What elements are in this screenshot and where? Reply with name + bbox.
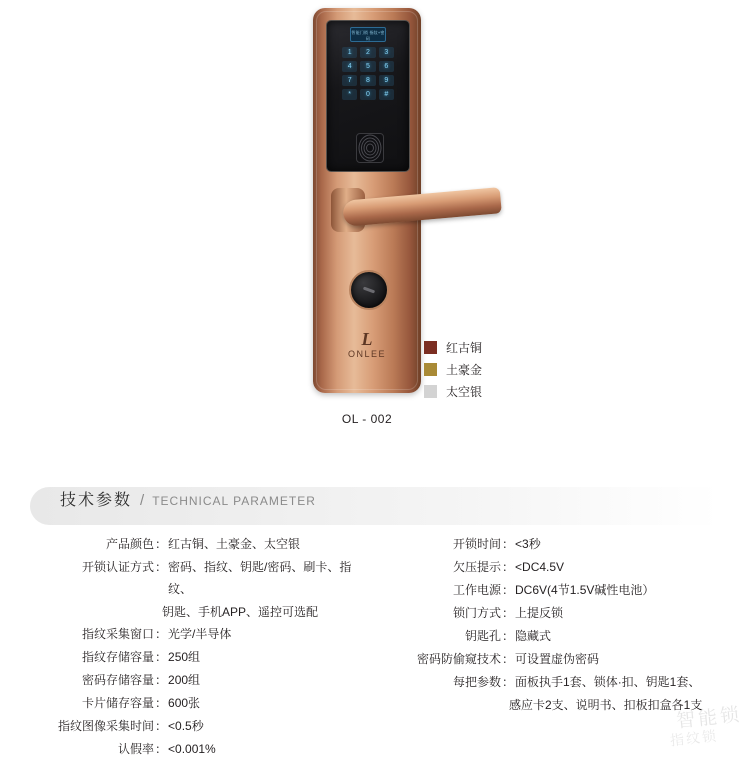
spec-separator: ： [502, 675, 515, 689]
spec-separator: ： [502, 583, 515, 597]
spec-key: 卡片储存容量 [81, 696, 154, 710]
spec-separator: ： [155, 673, 168, 687]
smart-lock-illustration [313, 8, 421, 393]
brand-mark: L [361, 329, 373, 349]
watermark-line1: 智能锁 [675, 704, 744, 733]
keypad-key: 7 [342, 75, 357, 86]
spec-row [417, 625, 750, 647]
spec-row [417, 533, 750, 555]
keypad-key: 0 [360, 89, 375, 100]
spec-separator: ： [502, 652, 515, 666]
keypad-key: 5 [360, 61, 375, 72]
spec-value: 600张 [168, 696, 201, 710]
spec-separator: ： [155, 650, 168, 664]
keypad-key: * [342, 89, 357, 100]
spec-separator: ： [502, 560, 515, 574]
spec-column-left [0, 533, 375, 761]
spec-key: 开锁时间 [452, 537, 501, 551]
color-legend [424, 336, 482, 402]
spec-value: 上提反锁 [515, 606, 564, 620]
watermark-line2: 指纹锁 [669, 727, 719, 749]
brand-logo [313, 330, 421, 359]
spec-key: 指纹图像采集时间 [57, 719, 154, 733]
spec-value: <DC4.5V [515, 560, 565, 574]
color-swatch-icon [424, 363, 437, 376]
spec-title-en: TECHNICAL PARAMETER [152, 494, 316, 508]
spec-key: 锁门方式 [452, 606, 501, 620]
spec-value: 可设置虚伪密码 [515, 652, 600, 666]
spec-key: 指纹采集窗口 [81, 627, 154, 641]
spec-key: 工作电源 [452, 583, 501, 597]
spec-key: 密码防偷窥技术 [417, 652, 502, 666]
keypad-key: 6 [379, 61, 394, 72]
spec-value: 200组 [168, 673, 201, 687]
spec-value: 光学/半导体 [168, 627, 232, 641]
spec-value: DC6V(4节1.5V碱性电池） [515, 583, 655, 597]
keypad-key: # [379, 89, 394, 100]
spec-key: 开锁认证方式 [81, 560, 154, 574]
spec-separator: ： [155, 742, 168, 756]
spec-value-continued: 感应卡2支、说明书、扣板扣盒各1支 [509, 698, 703, 712]
spec-key: 指纹存储容量 [81, 650, 154, 664]
spec-separator: ： [155, 560, 168, 574]
spec-value: 密码、指纹、钥匙/密码、刷卡、指纹、 [168, 560, 352, 596]
color-swatch-icon [424, 341, 437, 354]
spec-row [30, 646, 375, 668]
spec-title-separator: / [140, 492, 145, 509]
color-label: 太空银 [446, 384, 483, 399]
spec-row [417, 648, 750, 670]
spec-key: 认假率 [117, 742, 154, 756]
spec-key: 每把参数 [452, 675, 501, 689]
keypad-key: 4 [342, 61, 357, 72]
spec-value: 隐藏式 [515, 629, 552, 643]
spec-separator: ： [502, 537, 515, 551]
keypad-key: 9 [379, 75, 394, 86]
spec-row [30, 556, 375, 600]
spec-row [417, 579, 750, 601]
spec-value: 红古铜、土豪金、太空银 [168, 537, 301, 551]
spec-separator: ： [502, 606, 515, 620]
keypad-key: 8 [360, 75, 375, 86]
touch-panel [326, 20, 410, 172]
color-swatch-icon [424, 385, 437, 398]
spec-separator: ： [155, 696, 168, 710]
color-legend-item [424, 358, 482, 380]
color-label: 红古铜 [446, 340, 483, 355]
spec-row [30, 623, 375, 645]
spec-separator: ： [155, 627, 168, 641]
spec-separator: ： [155, 537, 168, 551]
spec-row [30, 738, 375, 760]
spec-key: 欠压提示 [452, 560, 501, 574]
color-legend-item [424, 336, 482, 358]
key-cylinder [349, 270, 389, 310]
spec-row [30, 692, 375, 714]
spec-separator: ： [502, 629, 515, 643]
spec-key: 密码存储容量 [81, 673, 154, 687]
keypad-key: 1 [342, 47, 357, 58]
spec-row [30, 669, 375, 691]
fingerprint-sensor-icon [356, 133, 384, 163]
panel-badge: 智能门锁 指纹+密码 [350, 27, 386, 42]
keypad-key: 2 [360, 47, 375, 58]
spec-value: <3秒 [515, 537, 541, 551]
spec-key: 钥匙孔 [464, 629, 501, 643]
spec-row [417, 602, 750, 624]
color-legend-item [424, 380, 482, 402]
spec-value: <0.5秒 [168, 719, 204, 733]
spec-row [30, 715, 375, 737]
spec-row [417, 556, 750, 578]
spec-row [30, 533, 375, 555]
spec-row [417, 671, 750, 693]
spec-key: 产品颜色 [105, 537, 154, 551]
color-label: 土豪金 [446, 362, 483, 377]
model-label: OL - 002 [341, 412, 393, 426]
brand-name: ONLEE [347, 349, 386, 359]
keypad [342, 47, 394, 100]
spec-value: <0.001% [168, 742, 216, 756]
spec-columns [0, 533, 750, 761]
spec-column-right [375, 533, 750, 761]
spec-separator: ： [155, 719, 168, 733]
spec-value: 250组 [168, 650, 201, 664]
spec-value-continued: 钥匙、手机APP、遥控可选配 [162, 605, 319, 619]
spec-title-cn: 技术参数 [60, 492, 133, 509]
spec-section-header [30, 487, 720, 525]
spec-value: 面板执手1套、锁体·扣、钥匙1套、 [515, 675, 701, 689]
keypad-key: 3 [379, 47, 394, 58]
